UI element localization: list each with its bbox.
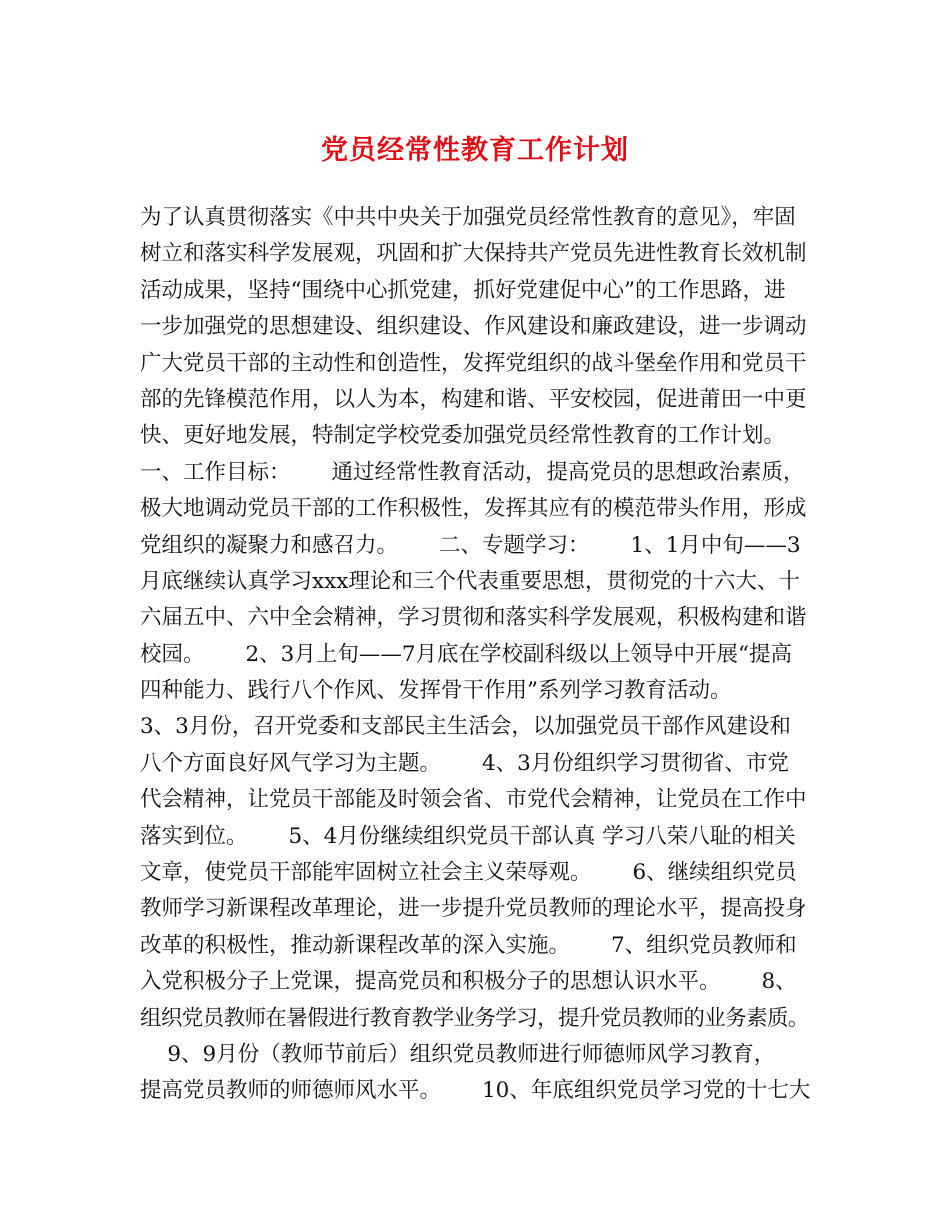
body-line: 快、更好地发展，特制定学校党委加强党员经常性教育的工作计划。 xyxy=(140,423,786,449)
body-line: 六届五中、六中全会精神，学习贯彻和落实科学发展观，积极构建和谐 xyxy=(140,605,807,631)
body-line: 改革的积极性，推动新课程改革的深入实施。 7、组织党员教师和 xyxy=(140,932,797,958)
body-line: 树立和落实科学发展观，巩固和扩大保持共产党员先进性教育长效机制 xyxy=(140,241,807,267)
body-line: 极大地调动党员干部的工作积极性，发挥其应有的模范带头作用，形成 xyxy=(140,496,807,522)
document-body xyxy=(140,200,830,1110)
body-line: 校园。 2、3月上旬——7月底在学校副科级以上领导中开展“提高 xyxy=(140,641,793,667)
body-line: 四种能力、践行八个作风、发挥骨干作用”系列学习教育活动。 xyxy=(140,678,732,704)
body-line: 一步加强党的思想建设、组织建设、作风建设和廉政建设，进一步调动 xyxy=(140,314,807,340)
body-line: 活动成果，坚持“围绕中心抓党建，抓好党建促中心”的工作思路，进 xyxy=(140,277,786,303)
body-line: 广大党员干部的主动性和创造性，发挥党组织的战斗堡垒作用和党员干 xyxy=(140,350,807,376)
body-line: 组织党员教师在暑假进行教育教学业务学习，提升党员教师的业务素质。 xyxy=(140,1005,809,1031)
body-line: 八个方面良好风气学习为主题。 4、3月份组织学习贯彻省、市党 xyxy=(140,750,789,776)
body-line: 文章，使党员干部能牢固树立社会主义荣辱观。 6、继续组织党员 xyxy=(140,860,797,886)
body-line: 党组织的凝聚力和感召力。 二、专题学习： 1、1月中旬——3 xyxy=(140,532,801,558)
body-line: 代会精神，让党员干部能及时领会省、市党代会精神，让党员在工作中 xyxy=(140,787,807,813)
document-title: 党员经常性教育工作计划 xyxy=(321,135,629,166)
body-line: 落实到位。 5、4月份继续组织党员干部认真 学习八荣八耻的相关 xyxy=(140,823,796,849)
body-line: 提高党员教师的师德师风水平。 10、年底组织党员学习党的十七大 xyxy=(140,1078,811,1104)
body-line: 月底继续认真学习xxx理论和三个代表重要思想，贯彻党的十六大、十 xyxy=(140,568,800,594)
body-line: 3、3月份，召开党委和支部民主生活会，以加强党员干部作风建设和 xyxy=(140,714,791,740)
body-line: 教师学习新课程改革理论，进一步提升党员教师的理论水平，提高投身 xyxy=(140,896,807,922)
body-line: 一、工作目标： 通过经常性教育活动，提高党员的思想政治素质， xyxy=(140,459,805,485)
body-line: 9、9月份（教师节前后）组织党员教师进行师德师风学习教育， xyxy=(140,1041,776,1067)
body-line: 为了认真贯彻落实《中共中央关于加强党员经常性教育的意见》，牢固 xyxy=(140,205,796,230)
body-line: 入党积极分子上党课，提高党员和积极分子的思想认识水平。 8、 xyxy=(140,969,797,995)
body-line: 部的先锋模范作用，以人为本，构建和谐、平安校园，促进莆田一中更 xyxy=(140,386,807,412)
